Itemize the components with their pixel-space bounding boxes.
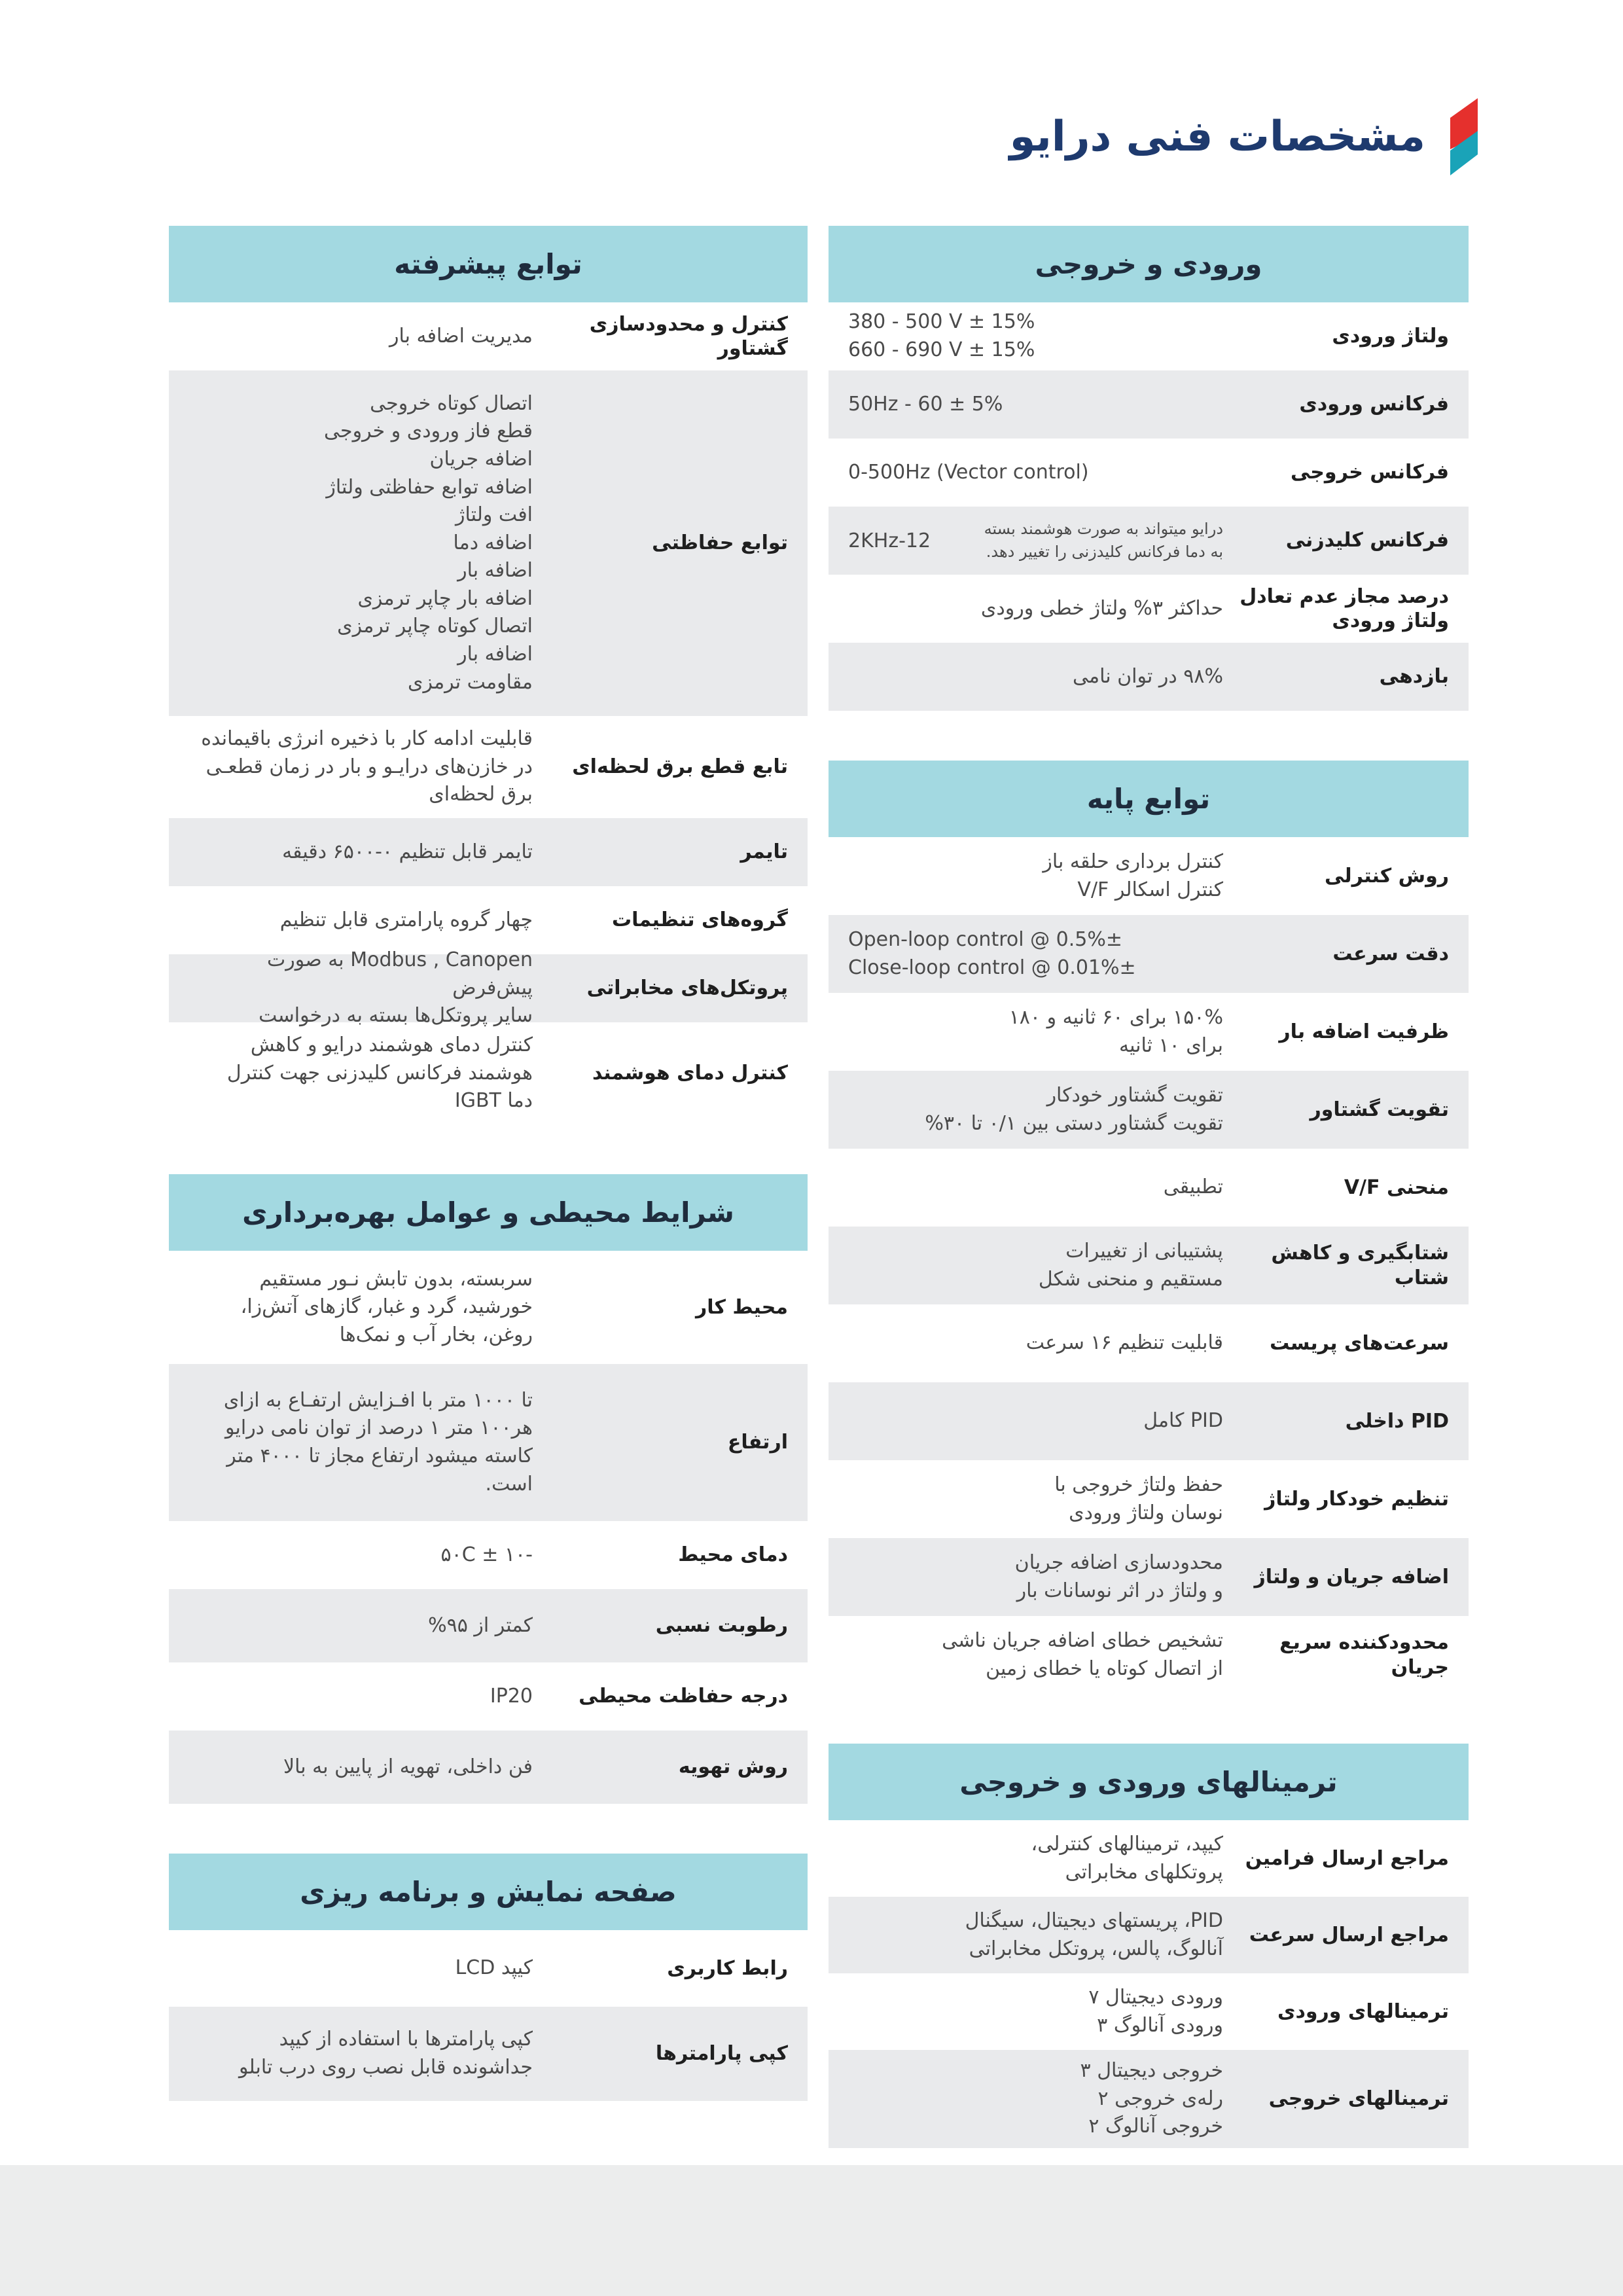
row-label: تایمر: [740, 840, 788, 864]
row-value: تطبیقی: [1163, 1175, 1223, 1199]
section-heading: شرایط محیطی و عوامل بهره‌برداری: [169, 1174, 808, 1251]
table-row: [829, 915, 1469, 993]
row-label: شتابگیری و کاهش شتاب: [1271, 1242, 1449, 1289]
row-value: 50Hz - 60 ± 5%: [848, 392, 1003, 416]
row-value: کمتر از ۹۵%: [428, 1613, 533, 1637]
table-row: [169, 716, 808, 818]
row-value: ۱۵۰% برای ۶۰ ثانیه و ۱۸۰ برای ۱۰ ثانیه: [1008, 1005, 1223, 1057]
row-label: تقویت گشتاور: [1310, 1098, 1449, 1121]
row-label: ترمینالهای خروجی: [1268, 2087, 1449, 2111]
table-row: [829, 993, 1469, 1071]
row-value: [829, 518, 1230, 564]
table-row: [169, 1930, 808, 2007]
row-value: Open-loop control @ 0.5%± Close-loop control @ 0.01%±: [848, 927, 1136, 979]
table-row: [169, 1022, 808, 1124]
table-row: [169, 818, 808, 886]
row-label: ترمینالهای ورودی: [1277, 2000, 1449, 2023]
row-value: 0-500Hz (Vector control): [848, 460, 1089, 484]
row-value: 380 - 500 V ± 15% 660 - 690 V ± 15%: [848, 310, 1035, 361]
table-row: [169, 1662, 808, 1731]
table-row: [829, 1227, 1469, 1304]
row-label: سرعت‌های پریست: [1270, 1331, 1449, 1355]
row-label: منحنی V/F: [1344, 1175, 1449, 1199]
row-value: محدودسازی اضافه جریان و ولتاژ در اثر نوسانات بار: [1014, 1551, 1223, 1602]
row-label: دمای محیط: [678, 1543, 788, 1567]
row-label: بازدهی: [1379, 665, 1449, 689]
row-value: کپی پارامترها با استفاده از کیپد جداشونده قابل نصب روی درب تابلو: [239, 2028, 533, 2079]
table-row: [169, 948, 808, 1028]
table-row: [829, 370, 1469, 439]
row-value: فن داخلی، تهویه از پایین به بالا: [283, 1755, 533, 1778]
table-row: [169, 886, 808, 954]
table-row: [829, 507, 1469, 575]
row-label: درجه حفاظت محیطی: [579, 1685, 788, 1708]
row-value: ورودی دیجیتال ۷ ورودی آنالوگ ۳: [1088, 1985, 1223, 2037]
row-label: مراجع ارسال سرعت: [1249, 1923, 1449, 1946]
table-row: [829, 1382, 1469, 1460]
row-value: PID، پریستهای دیجیتال، سیگنال آنالوگ، پالس، پروتکل مخابراتی: [965, 1909, 1223, 1960]
table-row: [829, 1304, 1469, 1382]
row-value: تشخیص خطای اضافه جریان ناشی از اتصال کوتاه یا خطای زمین: [942, 1628, 1223, 1680]
row-value: اتصال کوتاه خروجی قطع فاز ورودی و خروجی اضافه جریان اضافه توابع حفاظتی ولتاژ افت ولتاژ اضافه دما اضافه بار اضافه بار چاپر ترمزی اتصال کوتاه چاپر ترمزی اضافه بار مقاومت ترمزی: [324, 391, 533, 694]
section-terminals: [829, 1744, 1469, 2148]
section-basic-functions: [829, 761, 1469, 1694]
row-label: ارتفاع: [727, 1431, 788, 1454]
row-value: کنترل برداری حلقه باز کنترل اسکالر V/F: [1043, 850, 1223, 901]
row-label: محدودکننده سریع جریان: [1279, 1631, 1449, 1679]
row-label: اضافه جریان و ولتاژ: [1254, 1565, 1449, 1588]
table-row: [169, 2007, 808, 2101]
row-value: قابلیت تنظیم ۱۶ سرعت: [1026, 1331, 1223, 1355]
row-value: قابلیت ادامه کار با ذخیره انرژی باقیمانده در خازن‌های درایـو و بار در زمان قطعـی برق لحظه‌ای: [201, 727, 533, 806]
table-row: [169, 302, 808, 370]
section-heading: توابع پیشرفته: [169, 226, 808, 302]
row-value: IP20: [490, 1684, 533, 1708]
row-label: ولتاژ ورودی: [1332, 325, 1449, 348]
table-row: [169, 1251, 808, 1364]
table-row: [169, 1364, 808, 1521]
row-value: حداکثر ۳% ولتاژ خطی ورودی: [980, 596, 1223, 620]
right-column: [829, 226, 1469, 2198]
left-column: [169, 226, 808, 2151]
row-label: گروه‌های تنظیمات: [612, 908, 788, 932]
row-value: کیپد، ترمینالهای کنترلی، پروتکلهای مخابراتی: [1031, 1832, 1223, 1884]
row-value: PID کامل: [1143, 1409, 1223, 1433]
section-heading: ترمینالهای ورودی و خروجی: [829, 1744, 1469, 1820]
row-label: کپی پارامترها: [655, 2042, 788, 2066]
section-display-programming: [169, 1854, 808, 2101]
brand-logo-icon: [1445, 98, 1478, 175]
table-row: [829, 2050, 1469, 2148]
row-value: کیپد LCD: [455, 1956, 533, 1980]
row-note: درایو میتواند به صورت هوشمند بسته به دما فرکانس کلیدزنی را تغییر دهد.: [984, 520, 1223, 561]
row-label: تنظیم خودکار ولتاژ: [1264, 1487, 1449, 1511]
row-value: حفظ ولتاژ خروجی با نوسان ولتاژ ورودی: [1054, 1473, 1223, 1524]
row-label: روش تهویه: [678, 1755, 788, 1779]
row-label: محیط کار: [696, 1295, 788, 1319]
table-row: [829, 1460, 1469, 1538]
table-row: [829, 1973, 1469, 2050]
table-row: [829, 1820, 1469, 1897]
table-row: [829, 1616, 1469, 1694]
table-row: [829, 302, 1469, 370]
table-row: [829, 643, 1469, 711]
section-advanced-functions: [169, 226, 808, 1124]
row-value: چهار گروه پارامتری قابل تنظیم: [279, 908, 533, 931]
table-row: [829, 439, 1469, 507]
row-value: تایمر قابل تنظیم ۰-۶۵۰۰ دقیقه: [282, 840, 533, 863]
table-row: [829, 1149, 1469, 1227]
row-label: پروتکل‌های مخابراتی: [586, 977, 788, 1000]
row-value: سربسته، بدون تابش نـور مستقیم خورشید، گرد و غبار، گازهای آتش‌زا، روغن، بخار آب و نمک‌ها: [240, 1267, 533, 1346]
row-value: پشتیبانی از تغییرات مستقیم و منحنی شکل: [1038, 1239, 1223, 1291]
row-label: فرکانس کلیدزنی: [1285, 529, 1449, 552]
table-row: [169, 1521, 808, 1589]
row-value: تقویت گشتاور خودکار تقویت گشتاور دستی بین ۰/۱ تا ۳۰%: [925, 1083, 1223, 1135]
row-label: مراجع ارسال فرامین: [1245, 1846, 1449, 1870]
row-label: درصد مجاز عدم تعادل ولتاژ ورودی: [1240, 584, 1449, 632]
table-row: [829, 1071, 1469, 1149]
table-row: [829, 1897, 1469, 1973]
page-title: مشخصات فنی درایو: [1009, 113, 1425, 161]
row-value: تا ۱۰۰۰ متر با افـزایش ارتفـاع به ازای هر۱۰۰ متر ۱ درصد از توان نامی درایو کاسته میشود ارتفاع مجاز تا ۴۰۰۰ متر است.: [223, 1388, 533, 1496]
row-label: دقت سرعت: [1332, 942, 1449, 965]
table-row: [829, 837, 1469, 915]
row-label: ظرفیت اضافه بار: [1279, 1020, 1449, 1043]
row-value: Modbus , Canopen به صورت پیش‌فرض سایر پروتکل‌ها بسته به درخواست: [259, 948, 533, 1028]
row-value: مدیریت اضافه بار: [389, 324, 533, 348]
row-label: PID داخلی: [1345, 1409, 1449, 1433]
row-label: کنترل دمای هوشمند: [592, 1062, 788, 1085]
table-row: [829, 1538, 1469, 1616]
table-row: [829, 575, 1469, 643]
row-number: 2KHz-12: [848, 529, 931, 552]
row-label: فرکانس ورودی: [1299, 393, 1449, 416]
row-label: تابع قطع برق لحظه‌ای: [572, 755, 788, 779]
row-label: توابع حفاظتی: [652, 531, 788, 555]
table-row: [169, 1731, 808, 1804]
row-label: رطوبت نسبی: [655, 1614, 788, 1638]
row-value: خروجی دیجیتال ۳ رله‌ی خروجی ۲ خروجی آنالوگ ۲: [1080, 2059, 1223, 2138]
section-environment: [169, 1174, 808, 1804]
page-header: [1010, 98, 1478, 175]
section-heading: توابع پایه: [829, 761, 1469, 837]
section-heading: صفحه نمایش و برنامه ریزی: [169, 1854, 808, 1930]
row-value: -۱۰ ± ۵۰C: [440, 1543, 533, 1566]
row-label: فرکانس خروجی: [1290, 461, 1449, 484]
row-label: کنترل و محدودسازی گشتاور: [589, 312, 788, 360]
row-value: ۹۸% در توان نامی: [1073, 664, 1223, 688]
table-row: [169, 370, 808, 716]
row-label: روش کنترلی: [1325, 864, 1449, 888]
row-value: کنترل دمای هوشمند درایو و کاهش هوشمند فرکانس کلیدزنی جهت کنترل دما IGBT: [226, 1033, 533, 1113]
table-row: [169, 1589, 808, 1662]
section-heading: ورودی و خروجی: [829, 226, 1469, 302]
section-input-output: [829, 226, 1469, 711]
row-label: رابط کاربری: [667, 1956, 788, 1980]
